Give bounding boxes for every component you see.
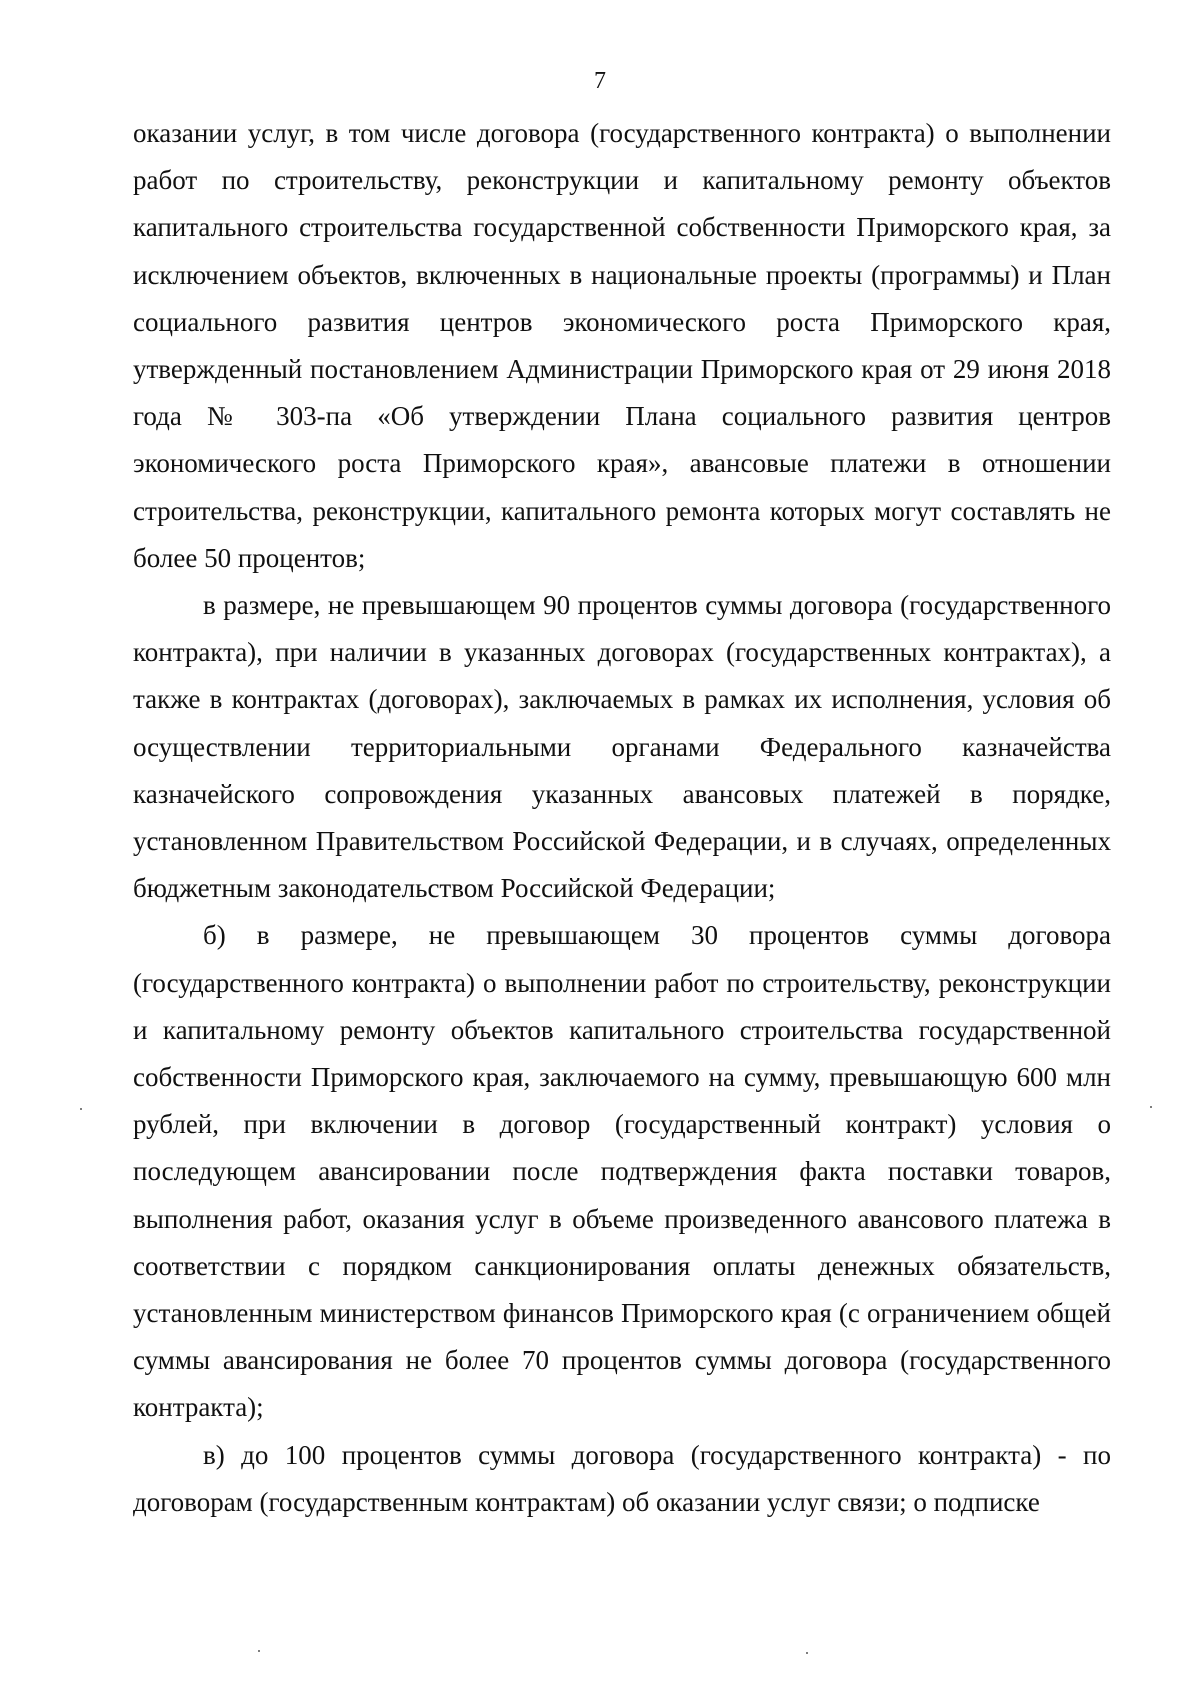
document-body (133, 110, 1111, 1526)
scan-speck (258, 1650, 260, 1652)
page-number: 7 (594, 68, 606, 94)
scan-speck (80, 1108, 82, 1110)
paragraph-advance-90: в размере, не превышающем 90 процентов суммы договора (государственного контракта), при наличии в указанных договорах (государственных контрактах), а также в контрактах (договорах), заключаемых в рамках их исполнения, условия об осуществлении территориальными органами Федерального казначейства казначейского сопровождения указанных авансовых платежей в порядке, установленном Правительством Российской Федерации, и в случаях, определенных бюджетным законодательством Российской Федерации; (133, 590, 1111, 904)
paragraph-continuation: оказании услуг, в том числе договора (государственного контракта) о выполнении работ по строительству, реконструкции и капитальному ремонту объектов капитального строительства государственной собственности Приморского края, за исключением объектов, включенных в национальные проекты (программы) и План социального развития центров экономического роста Приморского края, утвержденный постановлением Администрации Приморского края от 29 июня 2018 года № 303-па «Об утверждении Плана социального развития центров экономического роста Приморского края», авансовые платежи в отношении строительства, реконструкции, капитального ремонта которых могут составлять не более 50 процентов; (133, 118, 1111, 573)
paragraph-item-v: в) до 100 процентов суммы договора (государственного контракта) - по договорам (государственным контрактам) об оказании услуг связи; о подписке (133, 1439, 1111, 1517)
scan-speck (1150, 1106, 1152, 1108)
scan-speck (806, 1652, 808, 1654)
paragraph-item-b: б) в размере, не превышающем 30 процентов суммы договора (государственного контракта) о выполнении работ по строительству, реконструкции и капитальному ремонту объектов капитального строительства государственной собственности Приморского края, заключаемого на сумму, превышающую 600 млн рублей, при включении в договор (государственный контракт) условия о последующем авансировании после подтверждения факта поставки товаров, выполнения работ, оказания услуг в объеме произведенного авансового платежа в соответствии с порядком санкционирования оплаты денежных обязательств, установленным министерством финансов Приморского края (с ограничением общей суммы авансирования не более 70 процентов суммы договора (государственного контракта); (133, 920, 1111, 1423)
